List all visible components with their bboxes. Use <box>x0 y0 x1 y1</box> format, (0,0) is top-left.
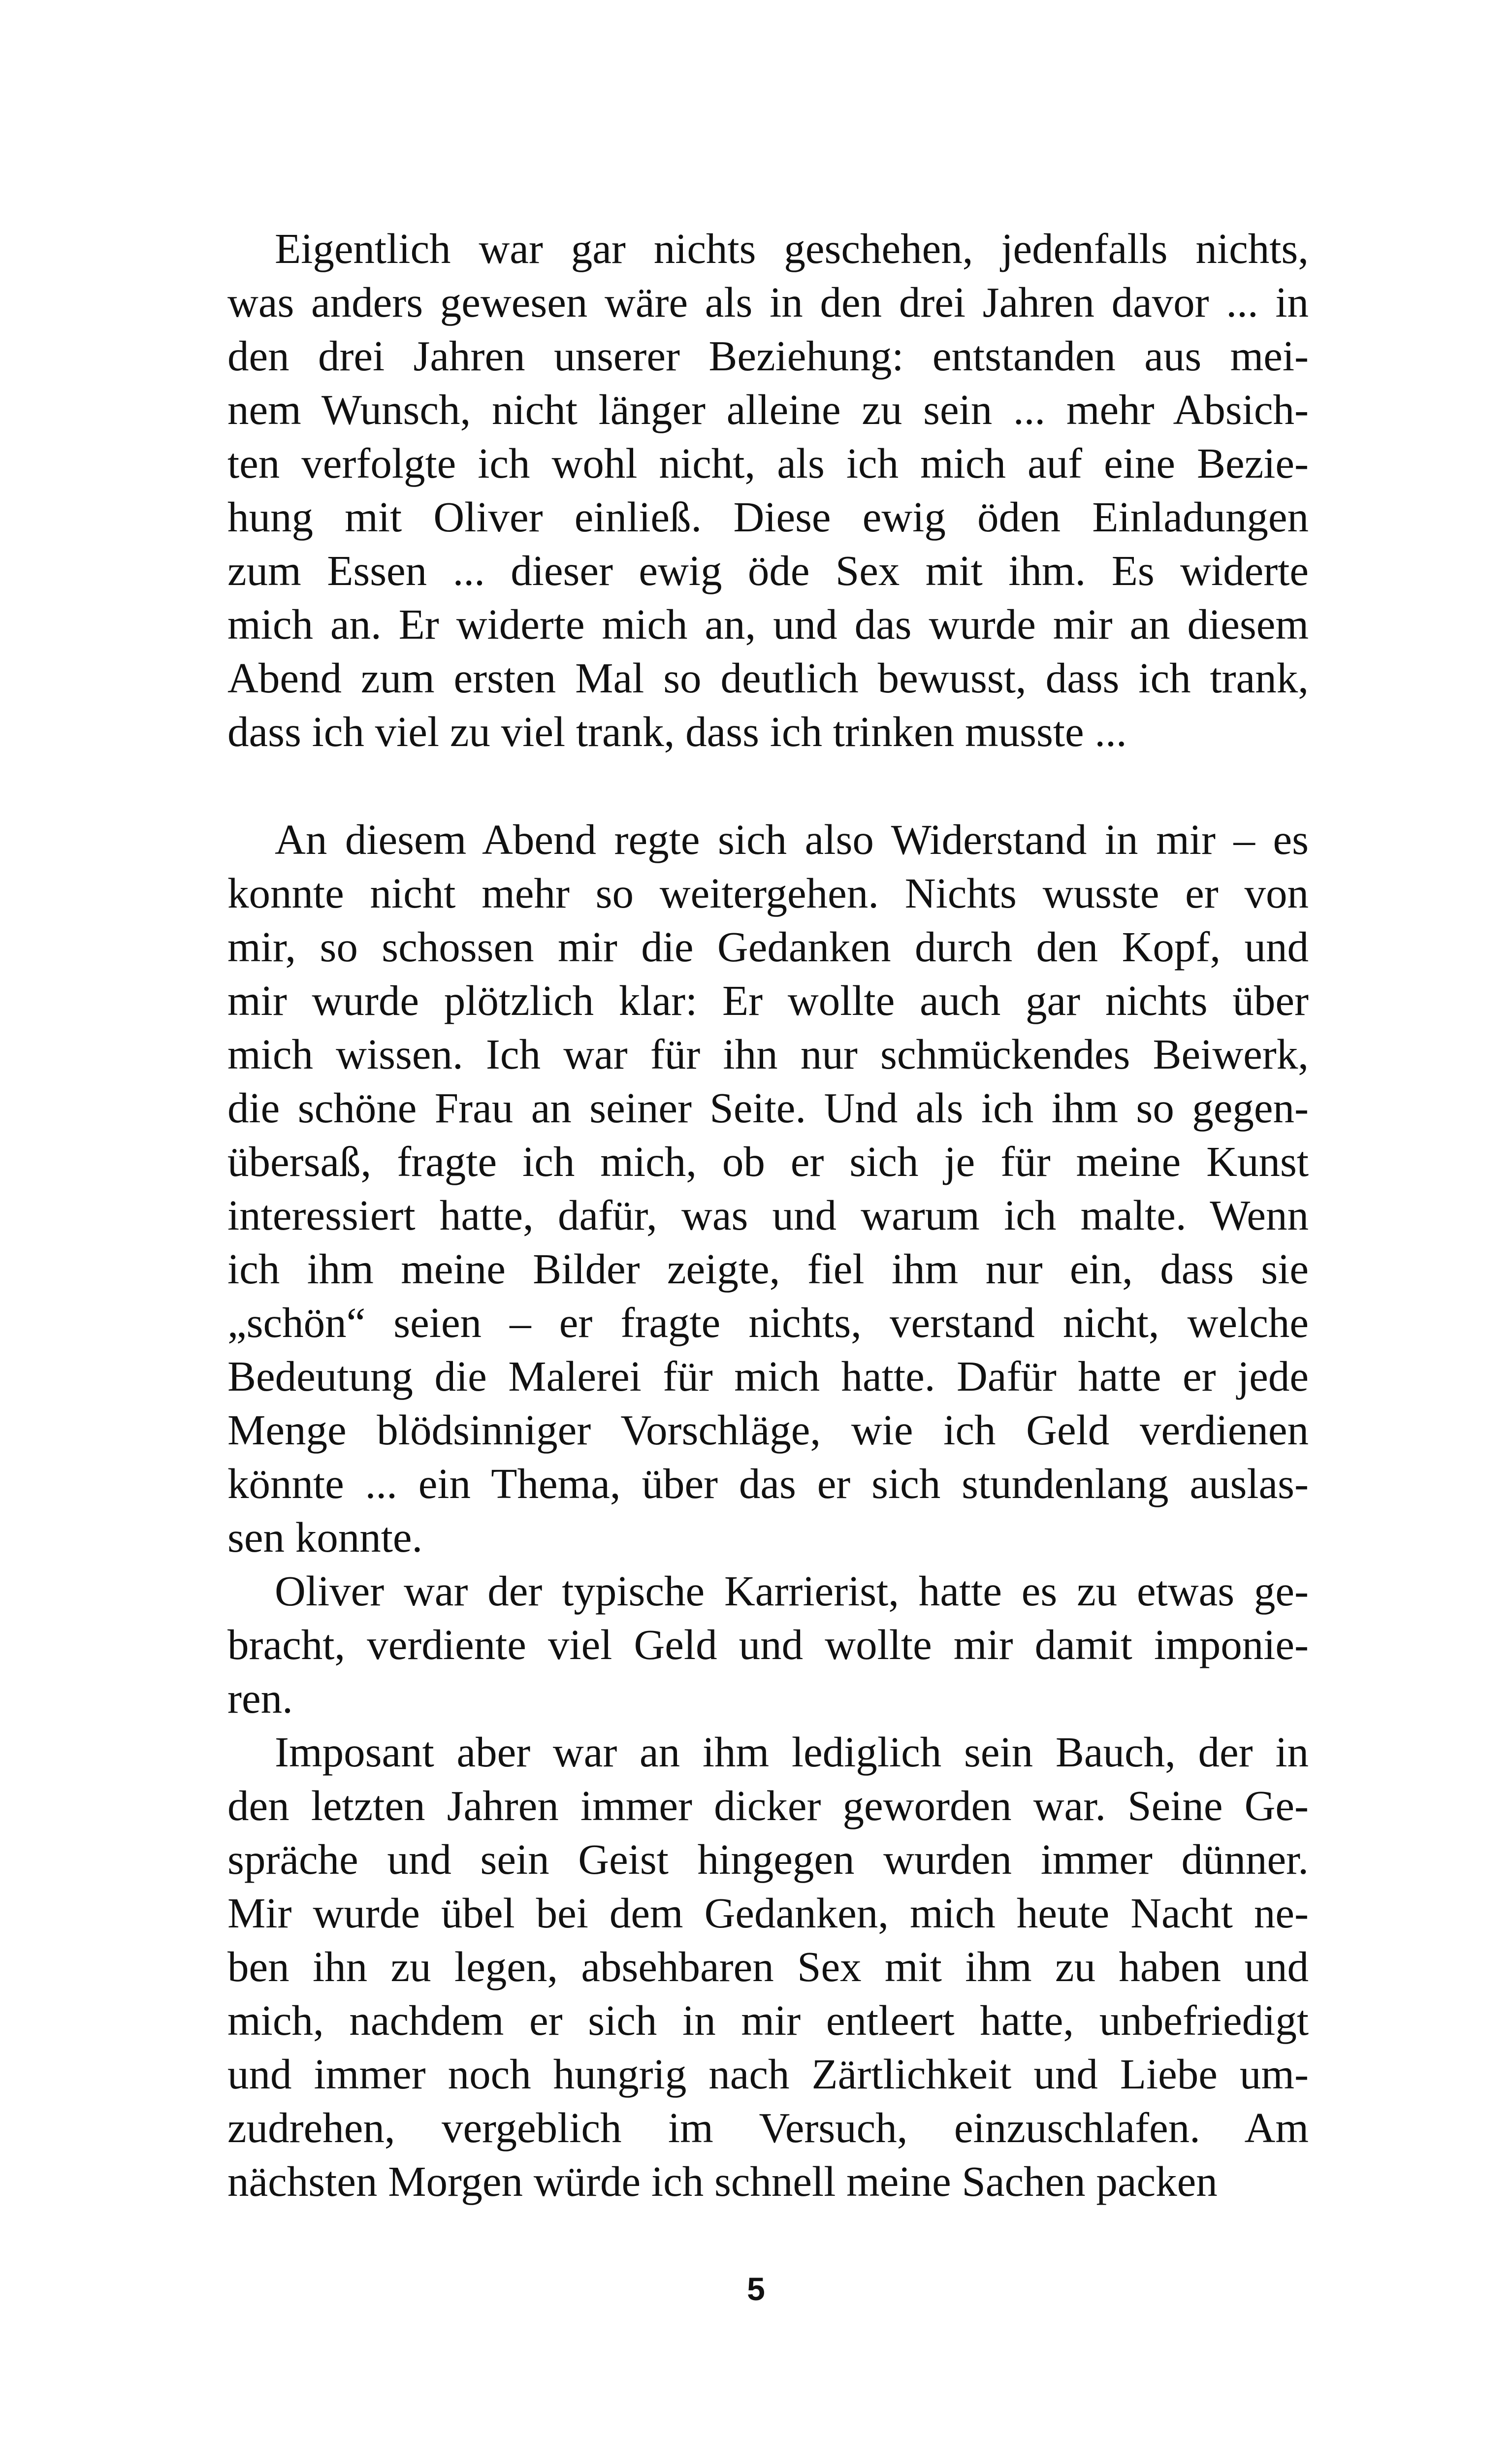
text-block-1 <box>227 222 1309 758</box>
text-line: Abend zum ersten Mal so deutlich bewusst, dass ich trank, <box>227 654 1309 702</box>
text-line: ten verfolgte ich wohl nicht, als ich mich auf eine Bezie- <box>227 439 1309 487</box>
text-line: mich, nachdem er sich in mir entleert hatte, unbefriedigt <box>227 1996 1309 2044</box>
text-line: ben ihn zu legen, absehbaren Sex mit ihm zu haben und <box>227 1943 1309 1990</box>
text-line: den drei Jahren unserer Beziehung: entstanden aus mei- <box>227 332 1309 380</box>
text-line: mich an. Er widerte mich an, und das wurde mir an diesem <box>227 600 1309 648</box>
text-block-2 <box>227 813 1309 2208</box>
text-line: ich ihm meine Bilder zeigte, fiel ihm nur ein, dass sie <box>227 1245 1309 1293</box>
page-number: 5 <box>747 2271 765 2307</box>
paragraph <box>227 222 1309 758</box>
text-line: „schön“ seien – er fragte nichts, verstand nicht, welche <box>227 1299 1309 1346</box>
text-line: Eigentlich war gar nichts geschehen, jedenfalls nichts, <box>275 225 1309 272</box>
text-line: nem Wunsch, nicht länger alleine zu sein ... mehr Absich- <box>227 386 1309 433</box>
text-line: bracht, verdiente viel Geld und wollte mir damit imponie- <box>227 1621 1309 1668</box>
text-line: mir, so schossen mir die Gedanken durch den Kopf, und <box>227 923 1309 971</box>
text-line: den letzten Jahren immer dicker geworden war. Seine Ge- <box>227 1782 1309 1829</box>
text-line: mich wissen. Ich war für ihn nur schmückendes Beiwerk, <box>227 1030 1309 1078</box>
paragraph <box>227 1725 1309 2208</box>
text-line: Oliver war der typische Karrierist, hatte es zu etwas ge- <box>275 1567 1309 1615</box>
text-line: Bedeutung die Malerei für mich hatte. Dafür hatte er jede <box>227 1352 1309 1400</box>
paragraph <box>227 813 1309 1564</box>
text-line: was anders gewesen wäre als in den drei Jahren davor ... in <box>227 278 1309 326</box>
text-line: konnte nicht mehr so weitergehen. Nichts wusste er von <box>227 869 1309 917</box>
text-line: zum Essen ... dieser ewig öde Sex mit ihm. Es widerte <box>227 547 1309 594</box>
text-line: nächsten Morgen würde ich schnell meine Sachen packen <box>227 2157 1218 2205</box>
text-line: Imposant aber war an ihm lediglich sein Bauch, der in <box>275 1728 1309 1776</box>
text-line: zudrehen, vergeblich im Versuch, einzuschlafen. Am <box>227 2104 1309 2151</box>
text-line: sen konnte. <box>227 1513 423 1561</box>
text-line: ren. <box>227 1674 293 1722</box>
text-line: und immer noch hungrig nach Zärtlichkeit und Liebe um- <box>227 2050 1309 2098</box>
text-line: dass ich viel zu viel trank, dass ich trinken musste ... <box>227 708 1127 755</box>
text-line: könnte ... ein Thema, über das er sich stundenlang auslas- <box>227 1460 1309 1507</box>
text-line: mir wurde plötzlich klar: Er wollte auch gar nichts über <box>227 977 1309 1024</box>
text-line: übersaß, fragte ich mich, ob er sich je für meine Kunst <box>227 1138 1309 1185</box>
paragraph <box>227 1564 1309 1725</box>
text-line: An diesem Abend regte sich also Widerstand in mir – es <box>275 815 1309 863</box>
text-line: interessiert hatte, dafür, was und warum ich malte. Wenn <box>227 1191 1309 1239</box>
text-line: die schöne Frau an seiner Seite. Und als ich ihm so gegen- <box>227 1084 1309 1132</box>
text-line: Mir wurde übel bei dem Gedanken, mich heute Nacht ne- <box>227 1889 1309 1937</box>
text-line: Menge blödsinniger Vorschläge, wie ich Geld verdienen <box>227 1406 1309 1454</box>
text-line: hung mit Oliver einließ. Diese ewig öden Einladungen <box>227 493 1309 541</box>
text-line: spräche und sein Geist hingegen wurden immer dünner. <box>227 1835 1309 1883</box>
